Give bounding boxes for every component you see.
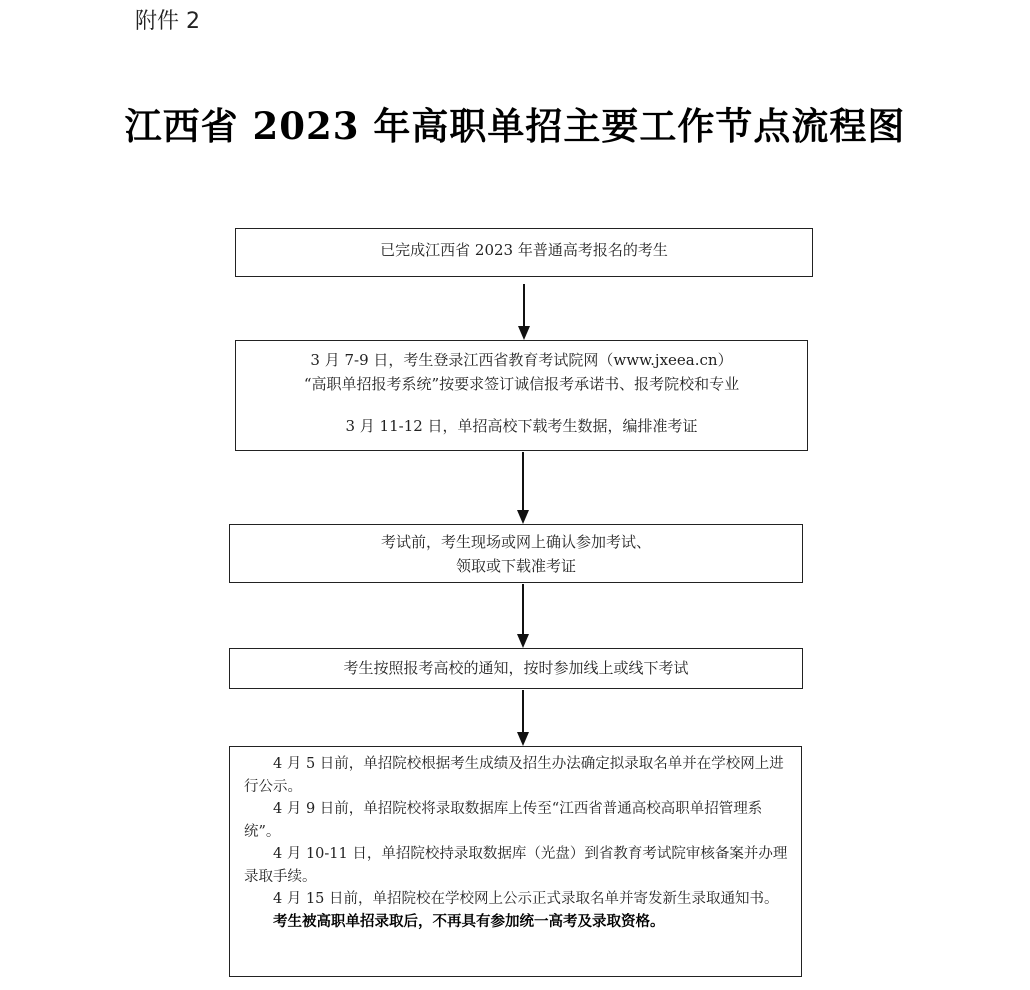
attachment-label: 附件 2 [135,9,200,34]
flow-step-confirm-exam [229,524,803,583]
flow-arrow-2 [513,452,533,524]
flow-step-admission [229,746,802,977]
flow-step-take-exam [229,648,803,689]
admission-paragraph-1: 4 月 5 日前，单招院校根据考生成绩及招生办法确定拟录取名单并在学校网上进行公示。 [244,756,784,795]
flow-arrow-3 [513,584,533,648]
page-title: 江西省 2023 年高职单招主要工作节点流程图 [124,104,906,148]
step-3-line-1: 考试前，考生现场或网上确认参加考试、 [380,533,651,551]
flow-step-registered-examinees [235,228,813,277]
admission-paragraph-3: 4 月 10-11 日，单招院校持录取数据库（光盘）到省教育考试院审核备案并办理录取手续。 [244,846,788,885]
step-3-line-2: 领取或下载准考证 [455,557,576,575]
admission-bold-note: 考生被高职单招录取后，不再具有参加统一高考及录取资格。 [273,912,665,930]
step-2-line-2: “高职单招报考系统”按要求签订诚信报考承诺书、报考院校和专业 [303,375,740,393]
step-1-text: 已完成江西省 2023 年普通高考报名的考生 [380,241,668,259]
step-2-line-3: 3 月 11-12 日，单招高校下载考生数据，编排准考证 [345,417,698,435]
flow-arrow-1 [514,284,534,340]
admission-paragraph-2: 4 月 9 日前，单招院校将录取数据库上传至“江西省普通高校高职单招管理系统”。 [244,801,763,840]
step-4-text: 考生按照报考高校的通知，按时参加线上或线下考试 [343,659,689,677]
step-2-line-1: 3 月 7-9 日，考生登录江西省教育考试院网（www.jxeea.cn） [310,351,733,369]
flow-arrow-4 [513,690,533,746]
flow-step-online-application [235,340,808,451]
admission-paragraph-4: 4 月 15 日前，单招院校在学校网上公示正式录取名单并寄发新生录取通知书。 [273,891,779,907]
